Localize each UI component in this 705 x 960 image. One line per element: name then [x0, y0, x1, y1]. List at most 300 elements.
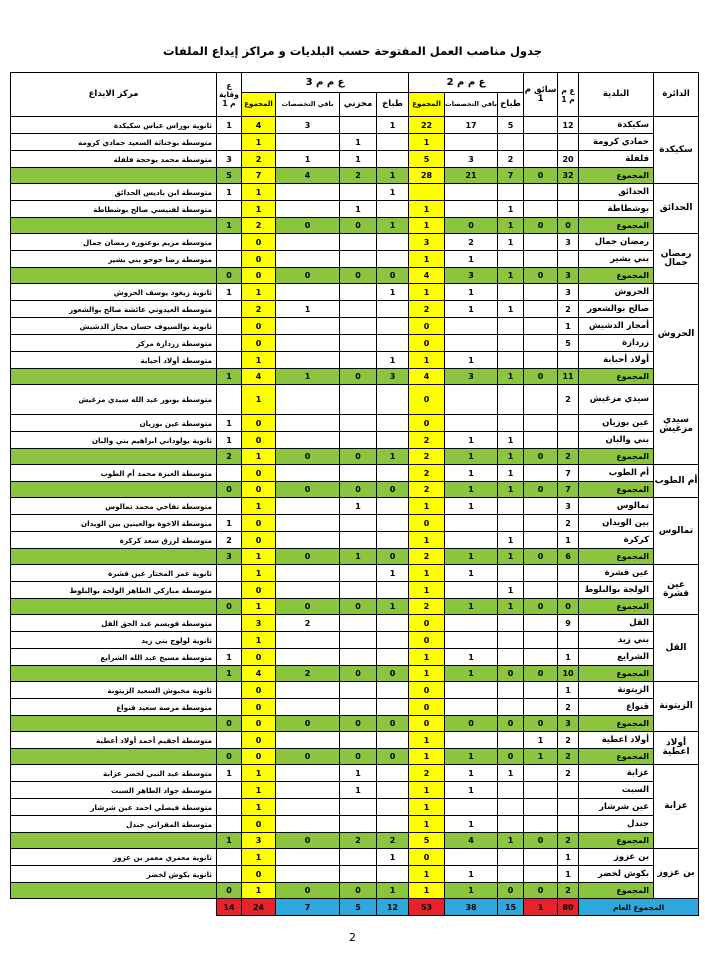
makhzani3-cell: 0	[340, 218, 377, 234]
wiqaya-cell: 0	[217, 883, 242, 899]
wiqaya-cell	[217, 732, 242, 749]
tabbakh2-cell: 1	[498, 369, 524, 385]
wiqaya-cell: 0	[217, 268, 242, 284]
baladiya-cell: أم الطوب	[579, 465, 654, 482]
wiqaya-cell	[217, 465, 242, 482]
subtotal-label: المجموع	[579, 666, 654, 682]
tabbakh2-cell: 1	[498, 582, 524, 599]
wiqaya-cell	[217, 352, 242, 369]
tabbakh3-cell	[377, 301, 409, 318]
majmou2-cell: 1	[409, 749, 445, 765]
a3m1-cell: 3	[558, 498, 579, 515]
tabbakh2-cell: 1	[498, 234, 524, 251]
baqi3-cell: 0	[276, 449, 340, 465]
subtotal-center-empty	[11, 666, 217, 682]
majmou3-cell: 1	[242, 184, 276, 201]
baladiya-cell: كركرة	[579, 532, 654, 549]
makhzani3-cell: 1	[340, 765, 377, 782]
subtotal-label: المجموع	[579, 716, 654, 732]
baqi2-cell	[445, 532, 498, 549]
tabbakh2-cell	[498, 816, 524, 833]
a3m1-cell: 1	[558, 682, 579, 699]
a3m1-cell	[558, 352, 579, 369]
tabbakh3-cell	[377, 765, 409, 782]
baqi2-cell: 17	[445, 117, 498, 134]
baqi3-cell	[276, 866, 340, 883]
wiqaya-cell: 1	[217, 649, 242, 666]
a3m1-cell: 32	[558, 168, 579, 184]
a3m1-cell: 2	[558, 301, 579, 318]
tabbakh3-cell	[377, 335, 409, 352]
wiqaya-cell	[217, 799, 242, 816]
header-tabbakh-3: طباخ	[377, 93, 409, 117]
baqi2-cell: 1	[445, 482, 498, 498]
makhzani3-cell	[340, 184, 377, 201]
baqi3-cell	[276, 318, 340, 335]
tabbakh3-cell: 1	[377, 184, 409, 201]
tabbakh3-cell	[377, 151, 409, 168]
markaz-cell: متوسطة بوخناثة السعيد حمادي كرومة	[11, 134, 217, 151]
subtotal-label: المجموع	[579, 218, 654, 234]
tabbakh3-cell	[377, 234, 409, 251]
majmou2-cell: 2	[409, 449, 445, 465]
grand-majmou3-cell: 24	[242, 899, 276, 916]
wiqaya-cell	[217, 318, 242, 335]
makhzani3-cell	[340, 335, 377, 352]
majmou2-cell: 4	[409, 369, 445, 385]
wiqaya-cell	[217, 632, 242, 649]
majmou3-cell: 1	[242, 201, 276, 218]
baqi3-cell	[276, 799, 340, 816]
saiq-cell	[524, 234, 558, 251]
tabbakh3-cell: 3	[377, 369, 409, 385]
subtotal-center-empty	[11, 449, 217, 465]
saiq-cell	[524, 765, 558, 782]
makhzani3-cell: 1	[340, 549, 377, 565]
baqi3-cell	[276, 565, 340, 582]
baqi2-cell	[445, 682, 498, 699]
tabbakh3-cell: 1	[377, 565, 409, 582]
tabbakh3-cell	[377, 318, 409, 335]
baladiya-cell: تمالوس	[579, 498, 654, 515]
baqi2-cell: 0	[445, 716, 498, 732]
header-a3m1: ع م م 1	[558, 73, 579, 117]
majmou3-cell: 1	[242, 765, 276, 782]
table-row	[11, 117, 699, 134]
majmou2-cell: 1	[409, 218, 445, 234]
baqi2-cell: 1	[445, 565, 498, 582]
baladiya-cell: بين الويدان	[579, 515, 654, 532]
subtotal-center-empty	[11, 549, 217, 565]
baladiya-cell: الزيتونة	[579, 682, 654, 699]
subtotal-center-empty	[11, 168, 217, 184]
majmou3-cell: 2	[242, 151, 276, 168]
subtotal-label: المجموع	[579, 549, 654, 565]
tabbakh3-cell	[377, 799, 409, 816]
tabbakh2-cell: 1	[498, 201, 524, 218]
baqi3-cell	[276, 465, 340, 482]
markaz-cell: ثانوية لولوج بني زيد	[11, 632, 217, 649]
a3m1-cell	[558, 632, 579, 649]
daira-cell: تمالوس	[654, 498, 699, 565]
baqi3-cell	[276, 201, 340, 218]
wiqaya-cell: 1	[217, 284, 242, 301]
baqi2-cell: 1	[445, 816, 498, 833]
majmou2-cell: 2	[409, 465, 445, 482]
wiqaya-cell	[217, 582, 242, 599]
majmou2-cell: 28	[409, 168, 445, 184]
tabbakh2-cell: 7	[498, 168, 524, 184]
a3m1-cell: 1	[558, 849, 579, 866]
saiq-cell	[524, 284, 558, 301]
markaz-cell: متوسطة الاخوة بوالعينين بين الويدان	[11, 515, 217, 532]
table-row	[11, 565, 699, 582]
a3m1-cell: 2	[558, 699, 579, 716]
makhzani3-cell	[340, 465, 377, 482]
majmou3-cell: 1	[242, 385, 276, 415]
a3m1-cell: 0	[558, 599, 579, 615]
baqi3-cell: 0	[276, 716, 340, 732]
saiq-cell: 0	[524, 369, 558, 385]
table-row	[11, 765, 699, 782]
saiq-cell	[524, 184, 558, 201]
a3m1-cell: 3	[558, 716, 579, 732]
a3m1-cell: 10	[558, 666, 579, 682]
wiqaya-cell: 0	[217, 716, 242, 732]
header-tabbakh-2: طباخ	[498, 93, 524, 117]
tabbakh2-cell	[498, 184, 524, 201]
baqi2-cell: 1	[445, 498, 498, 515]
majmou3-cell: 0	[242, 515, 276, 532]
baqi3-cell	[276, 765, 340, 782]
makhzani3-cell: 0	[340, 268, 377, 284]
makhzani3-cell: 0	[340, 482, 377, 498]
baqi2-cell	[445, 582, 498, 599]
baqi3-cell	[276, 582, 340, 599]
tabbakh3-cell	[377, 866, 409, 883]
markaz-cell: متوسطة قويسم عبد الحق القل	[11, 615, 217, 632]
tabbakh3-cell	[377, 816, 409, 833]
daira-cell: عين قشرة	[654, 565, 699, 615]
grand-a3m1-cell: 80	[558, 899, 579, 916]
majmou2-cell: 1	[409, 352, 445, 369]
table-row	[11, 682, 699, 699]
a3m1-cell: 3	[558, 284, 579, 301]
wiqaya-cell: 1	[217, 432, 242, 449]
baqi3-cell	[276, 284, 340, 301]
table-row	[11, 732, 699, 749]
majmou3-cell: 0	[242, 732, 276, 749]
tabbakh2-cell	[498, 849, 524, 866]
wiqaya-cell	[217, 565, 242, 582]
a3m1-cell: 2	[558, 749, 579, 765]
majmou3-cell: 0	[242, 816, 276, 833]
a3m1-cell: 2	[558, 765, 579, 782]
baqi3-cell: 2	[276, 666, 340, 682]
tabbakh2-cell	[498, 649, 524, 666]
baqi3-cell	[276, 184, 340, 201]
baqi3-cell: 0	[276, 883, 340, 899]
baqi3-cell	[276, 352, 340, 369]
majmou2-cell: 2	[409, 765, 445, 782]
subtotal-row	[11, 449, 699, 465]
table-row	[11, 184, 699, 201]
markaz-cell: ثانوية عمر المختار عين قشرة	[11, 565, 217, 582]
baqi3-cell	[276, 849, 340, 866]
makhzani3-cell	[340, 632, 377, 649]
table-row	[11, 201, 699, 218]
makhzani3-cell: 1	[340, 498, 377, 515]
baqi2-cell: 1	[445, 449, 498, 465]
daira-cell: أولاد اعطية	[654, 732, 699, 765]
baqi2-cell: 3	[445, 268, 498, 284]
tabbakh3-cell	[377, 649, 409, 666]
majmou2-cell: 22	[409, 117, 445, 134]
saiq-cell	[524, 117, 558, 134]
header-wiqaya: ع وقاية م 1	[217, 73, 242, 117]
table-row	[11, 582, 699, 599]
majmou2-cell: 0	[409, 385, 445, 415]
makhzani3-cell	[340, 849, 377, 866]
subtotal-label: المجموع	[579, 749, 654, 765]
baladiya-cell: السبت	[579, 782, 654, 799]
majmou2-cell: 1	[409, 251, 445, 268]
tabbakh3-cell	[377, 465, 409, 482]
makhzani3-cell: 2	[340, 833, 377, 849]
tabbakh2-cell: 5	[498, 117, 524, 134]
baqi2-cell: 1	[445, 599, 498, 615]
makhzani3-cell: 1	[340, 201, 377, 218]
a3m1-cell: 2	[558, 515, 579, 532]
markaz-cell: متوسطة محمد بوحجة فلفلة	[11, 151, 217, 168]
daira-cell: رمضان جمال	[654, 234, 699, 284]
tabbakh3-cell: 1	[377, 449, 409, 465]
baqi3-cell	[276, 682, 340, 699]
a3m1-cell	[558, 582, 579, 599]
wiqaya-cell	[217, 498, 242, 515]
baladiya-cell: أولاد اعطية	[579, 732, 654, 749]
a3m1-cell	[558, 799, 579, 816]
baladiya-cell: قنواع	[579, 699, 654, 716]
subtotal-label: المجموع	[579, 369, 654, 385]
saiq-cell: 0	[524, 549, 558, 565]
tabbakh2-cell	[498, 732, 524, 749]
subtotal-label: المجموع	[579, 168, 654, 184]
baqi3-cell	[276, 816, 340, 833]
markaz-cell: متوسطة أولاد أحبابة	[11, 352, 217, 369]
saiq-cell: 0	[524, 833, 558, 849]
tabbakh3-cell: 1	[377, 284, 409, 301]
baqi2-cell	[445, 385, 498, 415]
baqi3-cell: 0	[276, 268, 340, 284]
tabbakh2-cell: 1	[498, 482, 524, 498]
tabbakh2-cell: 1	[498, 449, 524, 465]
header-markaz: مركز الايداع	[11, 73, 217, 117]
saiq-cell	[524, 866, 558, 883]
majmou3-cell: 0	[242, 699, 276, 716]
grand-baqi2-cell: 38	[445, 899, 498, 916]
table-row	[11, 335, 699, 352]
majmou2-cell: 0	[409, 415, 445, 432]
markaz-cell: متوسطة جواد الطاهر السبت	[11, 782, 217, 799]
table-row	[11, 632, 699, 649]
a3m1-cell	[558, 184, 579, 201]
baladiya-cell: سكيكدة	[579, 117, 654, 134]
markaz-cell: متوسطة بونور عبد الله سيدي مزغيش	[11, 385, 217, 415]
makhzani3-cell: 2	[340, 168, 377, 184]
header-daira: الدائرة	[654, 73, 699, 117]
tabbakh3-cell: 0	[377, 749, 409, 765]
majmou2-cell: 1	[409, 582, 445, 599]
grand-saiq-cell: 1	[524, 899, 558, 916]
saiq-cell: 0	[524, 218, 558, 234]
tabbakh3-cell: 2	[377, 833, 409, 849]
majmou3-cell: 0	[242, 318, 276, 335]
baqi3-cell: 0	[276, 833, 340, 849]
majmou3-cell: 2	[242, 218, 276, 234]
baqi3-cell: 0	[276, 599, 340, 615]
a3m1-cell: 2	[558, 732, 579, 749]
subtotal-row	[11, 599, 699, 615]
makhzani3-cell	[340, 816, 377, 833]
daira-cell: سكيكدة	[654, 117, 699, 184]
saiq-cell	[524, 699, 558, 716]
baqi2-cell: 1	[445, 549, 498, 565]
a3m1-cell: 5	[558, 335, 579, 352]
tabbakh2-cell: 1	[498, 268, 524, 284]
wiqaya-cell	[217, 385, 242, 415]
a3m1-cell: 6	[558, 549, 579, 565]
majmou3-cell: 1	[242, 498, 276, 515]
header-baqi-2: باقي التخصصات	[445, 93, 498, 117]
subtotal-label: المجموع	[579, 883, 654, 899]
markaz-cell: متوسطة عبد النبي لخضر عزابة	[11, 765, 217, 782]
baladiya-cell: الحدائق	[579, 184, 654, 201]
baqi2-cell: 0	[445, 218, 498, 234]
saiq-cell: 0	[524, 168, 558, 184]
baqi3-cell: 1	[276, 369, 340, 385]
a3m1-cell: 7	[558, 482, 579, 498]
baqi3-cell: 0	[276, 749, 340, 765]
majmou2-cell: 1	[409, 201, 445, 218]
saiq-cell: 0	[524, 268, 558, 284]
majmou3-cell: 1	[242, 632, 276, 649]
baladiya-cell: صالح بوالشعور	[579, 301, 654, 318]
wiqaya-cell: 0	[217, 599, 242, 615]
subtotal-center-empty	[11, 716, 217, 732]
tabbakh2-cell: 1	[498, 833, 524, 849]
baqi3-cell: 3	[276, 117, 340, 134]
subtotal-center-empty	[11, 218, 217, 234]
majmou2-cell: 0	[409, 515, 445, 532]
majmou2-cell: 0	[409, 318, 445, 335]
baqi3-cell: 1	[276, 301, 340, 318]
baladiya-cell: بكوش لخضر	[579, 866, 654, 883]
makhzani3-cell: 1	[340, 151, 377, 168]
wiqaya-cell	[217, 335, 242, 352]
wiqaya-cell: 1	[217, 833, 242, 849]
grand-wiqaya-cell: 14	[217, 899, 242, 916]
baladiya-cell: عين شرشار	[579, 799, 654, 816]
tabbakh3-cell: 0	[377, 482, 409, 498]
majmou3-cell: 0	[242, 432, 276, 449]
tabbakh2-cell	[498, 565, 524, 582]
a3m1-cell: 1	[558, 866, 579, 883]
baqi2-cell	[445, 335, 498, 352]
markaz-cell: ثانوية بوالسيوف حسان مجاز الدشيش	[11, 318, 217, 335]
baladiya-cell: بن عزوز	[579, 849, 654, 866]
a3m1-cell: 12	[558, 117, 579, 134]
majmou3-cell: 0	[242, 251, 276, 268]
saiq-cell: 1	[524, 732, 558, 749]
table-row	[11, 134, 699, 151]
markaz-cell: متوسطة العيدوني عائشة صالح بوالشعور	[11, 301, 217, 318]
tabbakh2-cell	[498, 251, 524, 268]
makhzani3-cell: 0	[340, 749, 377, 765]
majmou2-cell: 0	[409, 699, 445, 716]
baladiya-cell: بني بشير	[579, 251, 654, 268]
makhzani3-cell	[340, 582, 377, 599]
makhzani3-cell	[340, 515, 377, 532]
tabbakh3-cell: 0	[377, 716, 409, 732]
table-row	[11, 465, 699, 482]
baladiya-cell: فلفلة	[579, 151, 654, 168]
makhzani3-cell	[340, 432, 377, 449]
saiq-cell	[524, 301, 558, 318]
table-row	[11, 284, 699, 301]
baqi3-cell: 4	[276, 168, 340, 184]
baqi2-cell: 1	[445, 301, 498, 318]
wiqaya-cell: 1	[217, 218, 242, 234]
tabbakh2-cell	[498, 352, 524, 369]
majmou2-cell: 2	[409, 599, 445, 615]
baqi2-cell: 1	[445, 284, 498, 301]
saiq-cell	[524, 649, 558, 666]
saiq-cell	[524, 498, 558, 515]
markaz-cell: ثانوية بولوداني ابراهيم بني والبان	[11, 432, 217, 449]
wiqaya-cell	[217, 615, 242, 632]
wiqaya-cell: 1	[217, 666, 242, 682]
tabbakh2-cell	[498, 632, 524, 649]
majmou3-cell: 3	[242, 615, 276, 632]
majmou3-cell: 7	[242, 168, 276, 184]
majmou2-cell: 2	[409, 301, 445, 318]
grand-center-empty	[11, 899, 217, 916]
tabbakh2-cell	[498, 515, 524, 532]
subtotal-row	[11, 549, 699, 565]
tabbakh3-cell	[377, 699, 409, 716]
subtotal-row	[11, 749, 699, 765]
baqi2-cell: 1	[445, 666, 498, 682]
subtotal-center-empty	[11, 883, 217, 899]
makhzani3-cell	[340, 682, 377, 699]
saiq-cell	[524, 415, 558, 432]
markaz-cell: متوسطة ابن باديس الحدائق	[11, 184, 217, 201]
saiq-cell	[524, 201, 558, 218]
baqi2-cell: 1	[445, 866, 498, 883]
subtotal-row	[11, 268, 699, 284]
table-row	[11, 352, 699, 369]
saiq-cell	[524, 632, 558, 649]
saiq-cell	[524, 515, 558, 532]
majmou3-cell: 0	[242, 532, 276, 549]
daira-cell: الحدائق	[654, 184, 699, 234]
baqi3-cell	[276, 432, 340, 449]
subtotal-center-empty	[11, 369, 217, 385]
saiq-cell	[524, 799, 558, 816]
baqi3-cell	[276, 234, 340, 251]
baqi2-cell	[445, 134, 498, 151]
